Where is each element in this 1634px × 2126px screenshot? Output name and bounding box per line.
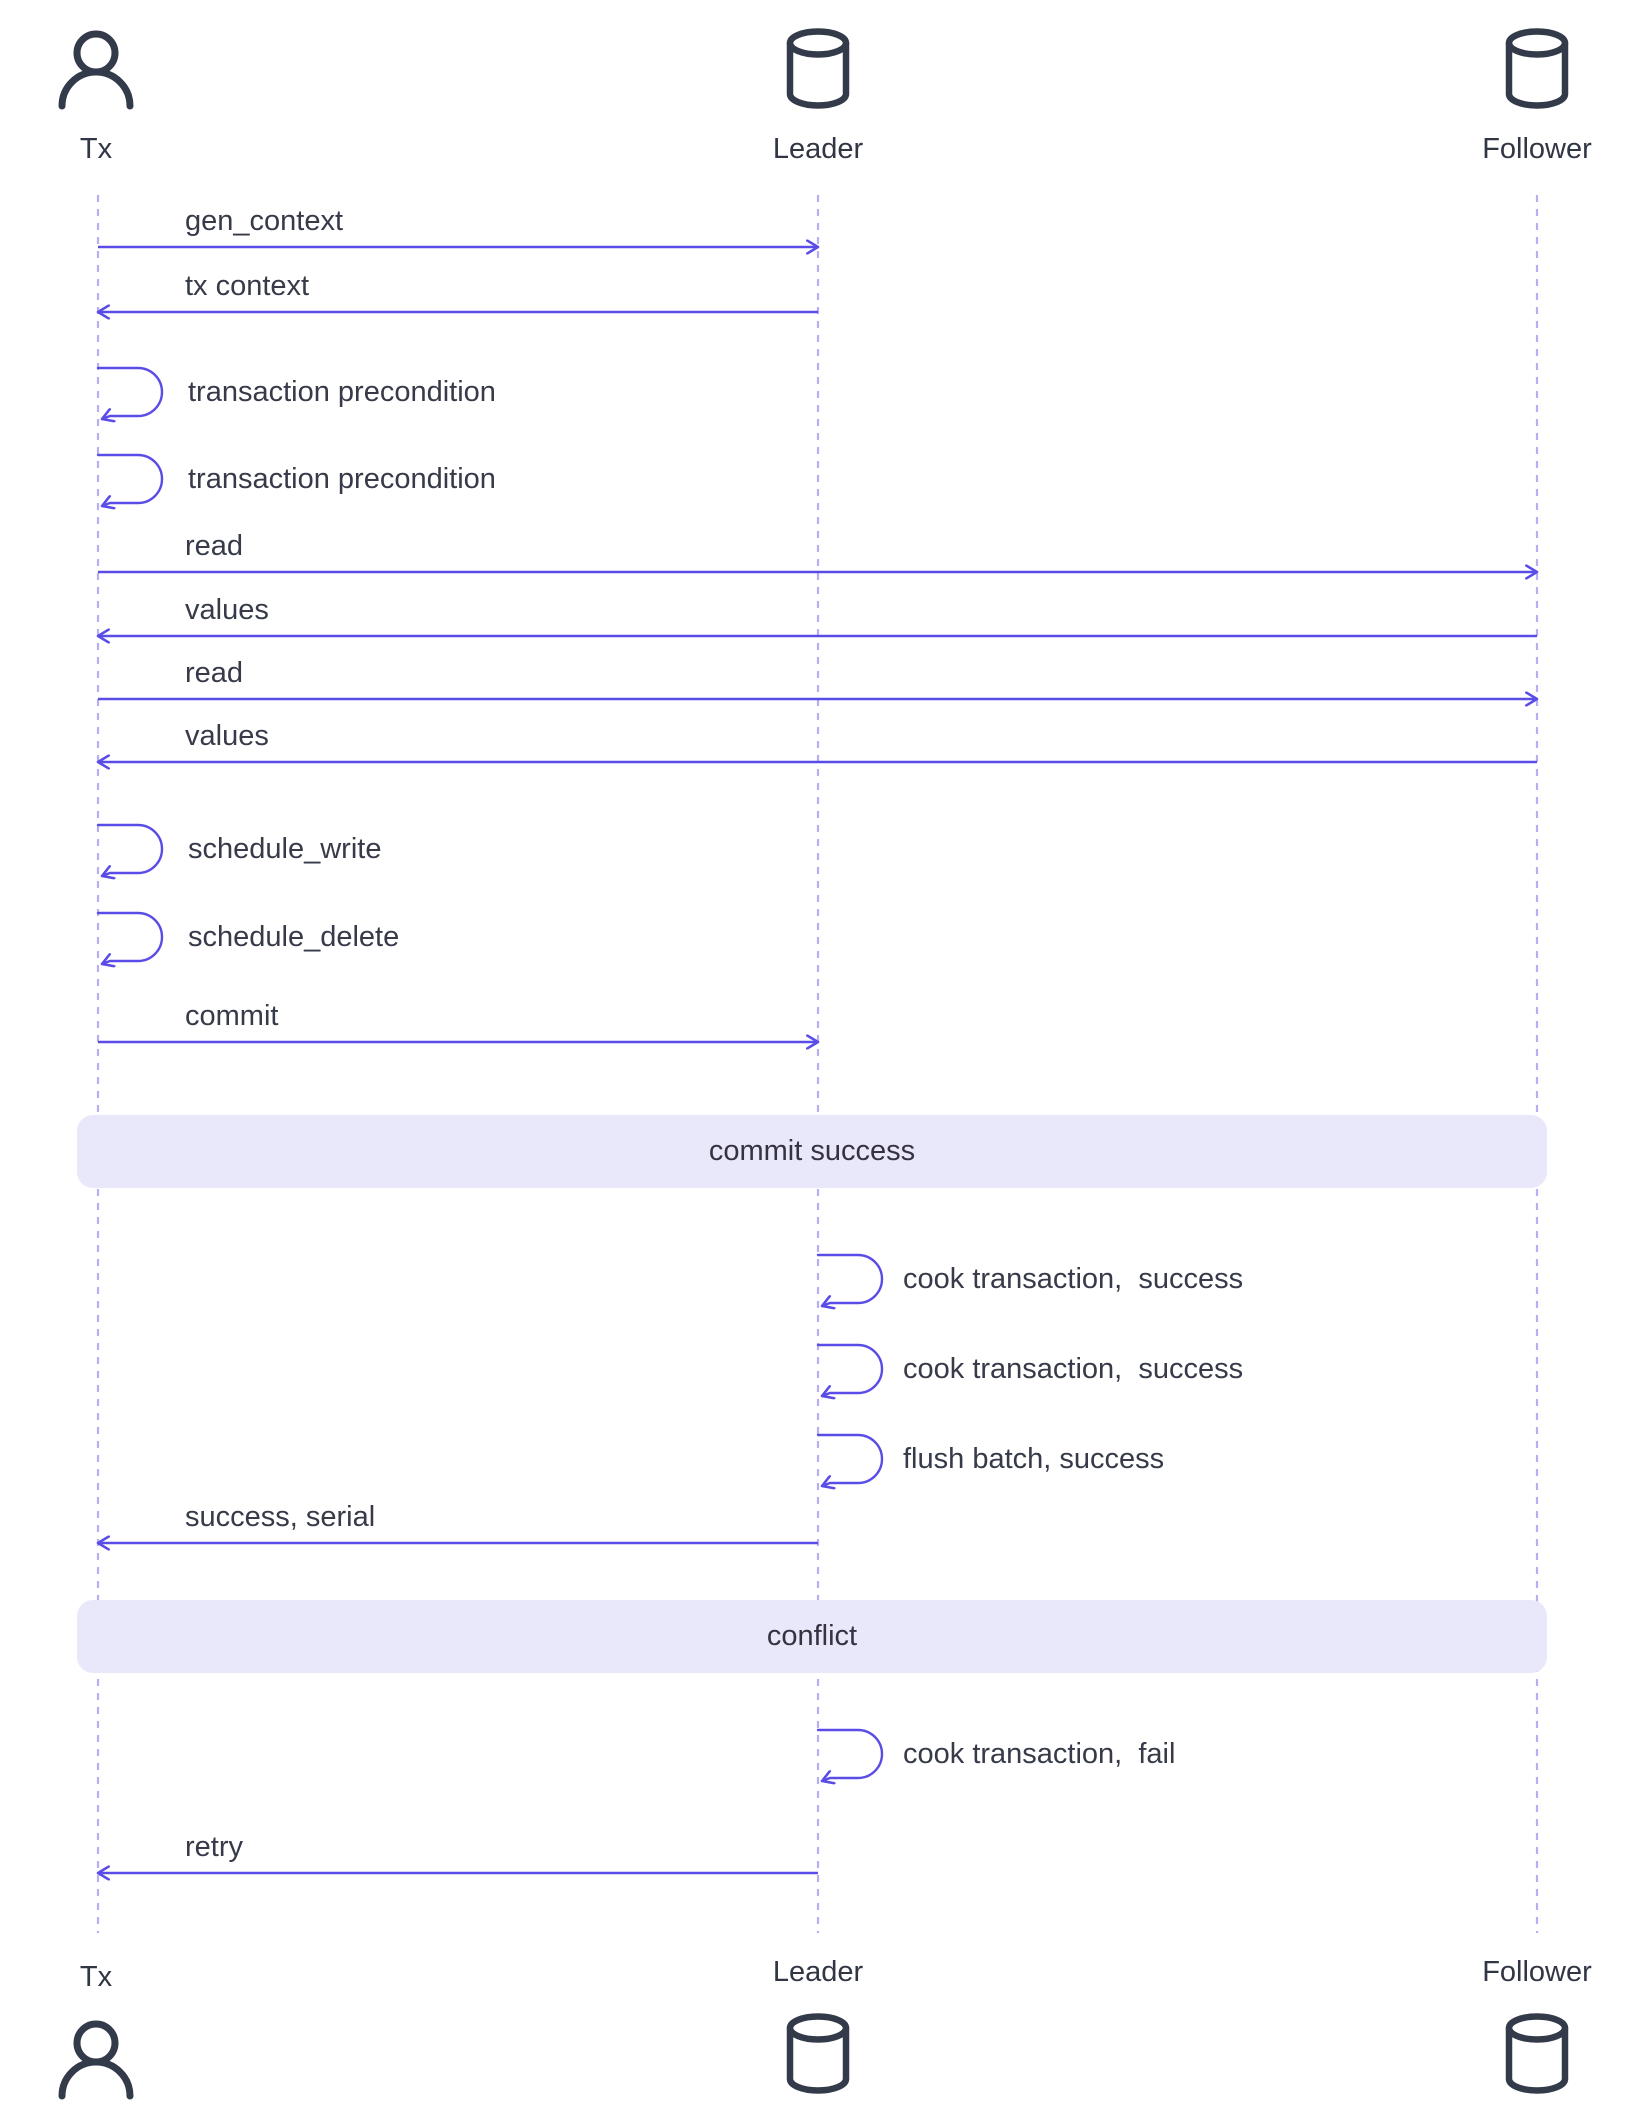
self-loop-precondition-2	[98, 455, 162, 506]
section-band-conflict	[77, 1600, 1547, 1673]
message-label-success-serial: success, serial	[185, 1501, 376, 1533]
section-label: commit success	[708, 1135, 916, 1167]
actor-label-tx-bottom: Tx	[79, 1961, 113, 1993]
message-label-cook-fail: cook transaction, fail	[903, 1738, 1176, 1770]
actor-label-tx-top: Tx	[79, 133, 113, 165]
message-label-schedule-write: schedule_write	[188, 833, 382, 865]
message-label-precondition-1: transaction precondition	[188, 376, 496, 408]
message-label-cook-success-1: cook transaction, success	[903, 1263, 1244, 1295]
database-icon	[786, 2013, 850, 2095]
actor-label-follower-top: Follower	[1482, 133, 1592, 165]
database-icon	[786, 28, 850, 110]
actor-label-leader-bottom: Leader	[772, 1956, 864, 1988]
message-label-tx-context: tx context	[185, 270, 310, 302]
message-label-commit: commit	[185, 1000, 279, 1032]
self-loop-cook-fail	[818, 1730, 882, 1781]
self-loop-schedule-delete	[98, 913, 162, 964]
actor-label-follower-bottom: Follower	[1482, 1956, 1592, 1988]
self-loop-precondition-1	[98, 368, 162, 419]
message-label-gen-context: gen_context	[185, 205, 344, 237]
actor-label-leader-top: Leader	[772, 133, 864, 165]
database-icon	[1505, 2013, 1569, 2095]
person-icon	[56, 2018, 136, 2100]
section-label: conflict	[766, 1620, 858, 1652]
section-band-commit-success	[77, 1115, 1547, 1188]
database-icon	[1505, 28, 1569, 110]
person-icon	[56, 28, 136, 110]
self-loop-cook-success-2	[818, 1345, 882, 1396]
message-label-values-1: values	[185, 594, 269, 626]
message-label-values-2: values	[185, 720, 269, 752]
self-loop-flush-batch	[818, 1435, 882, 1486]
message-label-schedule-delete: schedule_delete	[188, 921, 400, 953]
message-label-precondition-2: transaction precondition	[188, 463, 496, 495]
message-label-flush-batch: flush batch, success	[903, 1443, 1165, 1475]
message-label-read-1: read	[185, 530, 244, 562]
message-label-cook-success-2: cook transaction, success	[903, 1353, 1244, 1385]
self-loop-schedule-write	[98, 825, 162, 876]
message-label-retry: retry	[185, 1831, 243, 1863]
message-label-read-2: read	[185, 657, 244, 689]
self-loop-cook-success-1	[818, 1255, 882, 1306]
